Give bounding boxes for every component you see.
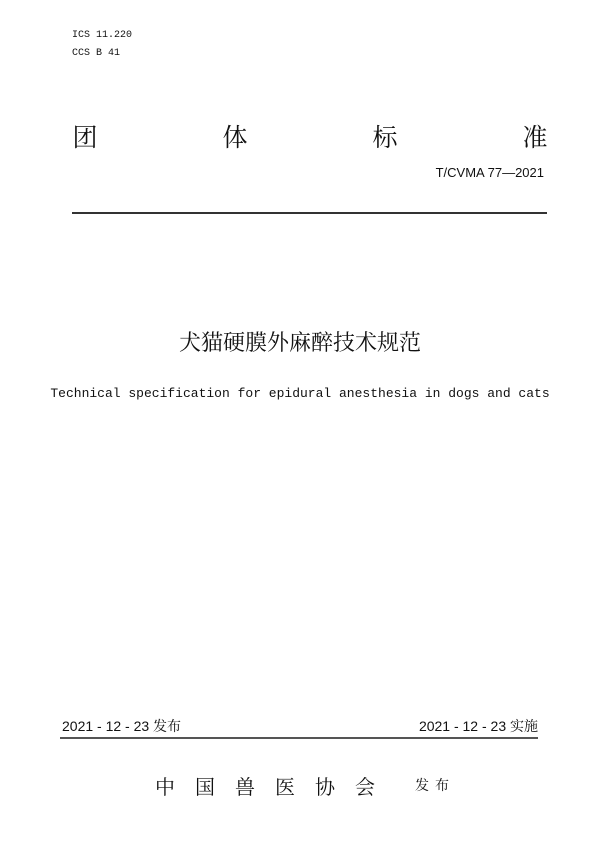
category-char: 团 [72,123,98,152]
implement-date: 2021 - 12 - 23 实施 [418,718,538,734]
category-char: 标 [372,123,398,152]
ccs-code: CCS B 41 [72,48,121,59]
divider [60,737,538,739]
title-english: Technical specification for epidural anesthesia in dogs and cats [50,386,550,401]
title-chinese: 犬猫硬膜外麻醉技术规范 [178,331,421,356]
category-char: 体 [222,123,248,152]
category-char: 准 [522,123,548,152]
publisher-suffix: 发布 [415,778,455,794]
ics-code: ICS 11.220 [72,30,133,41]
standard-number: T/CVMA 77—2021 [435,165,544,180]
divider [72,212,547,214]
publisher-name: 中国兽医协会 [155,775,395,799]
publish-date: 2021 - 12 - 23 发布 [62,718,182,734]
